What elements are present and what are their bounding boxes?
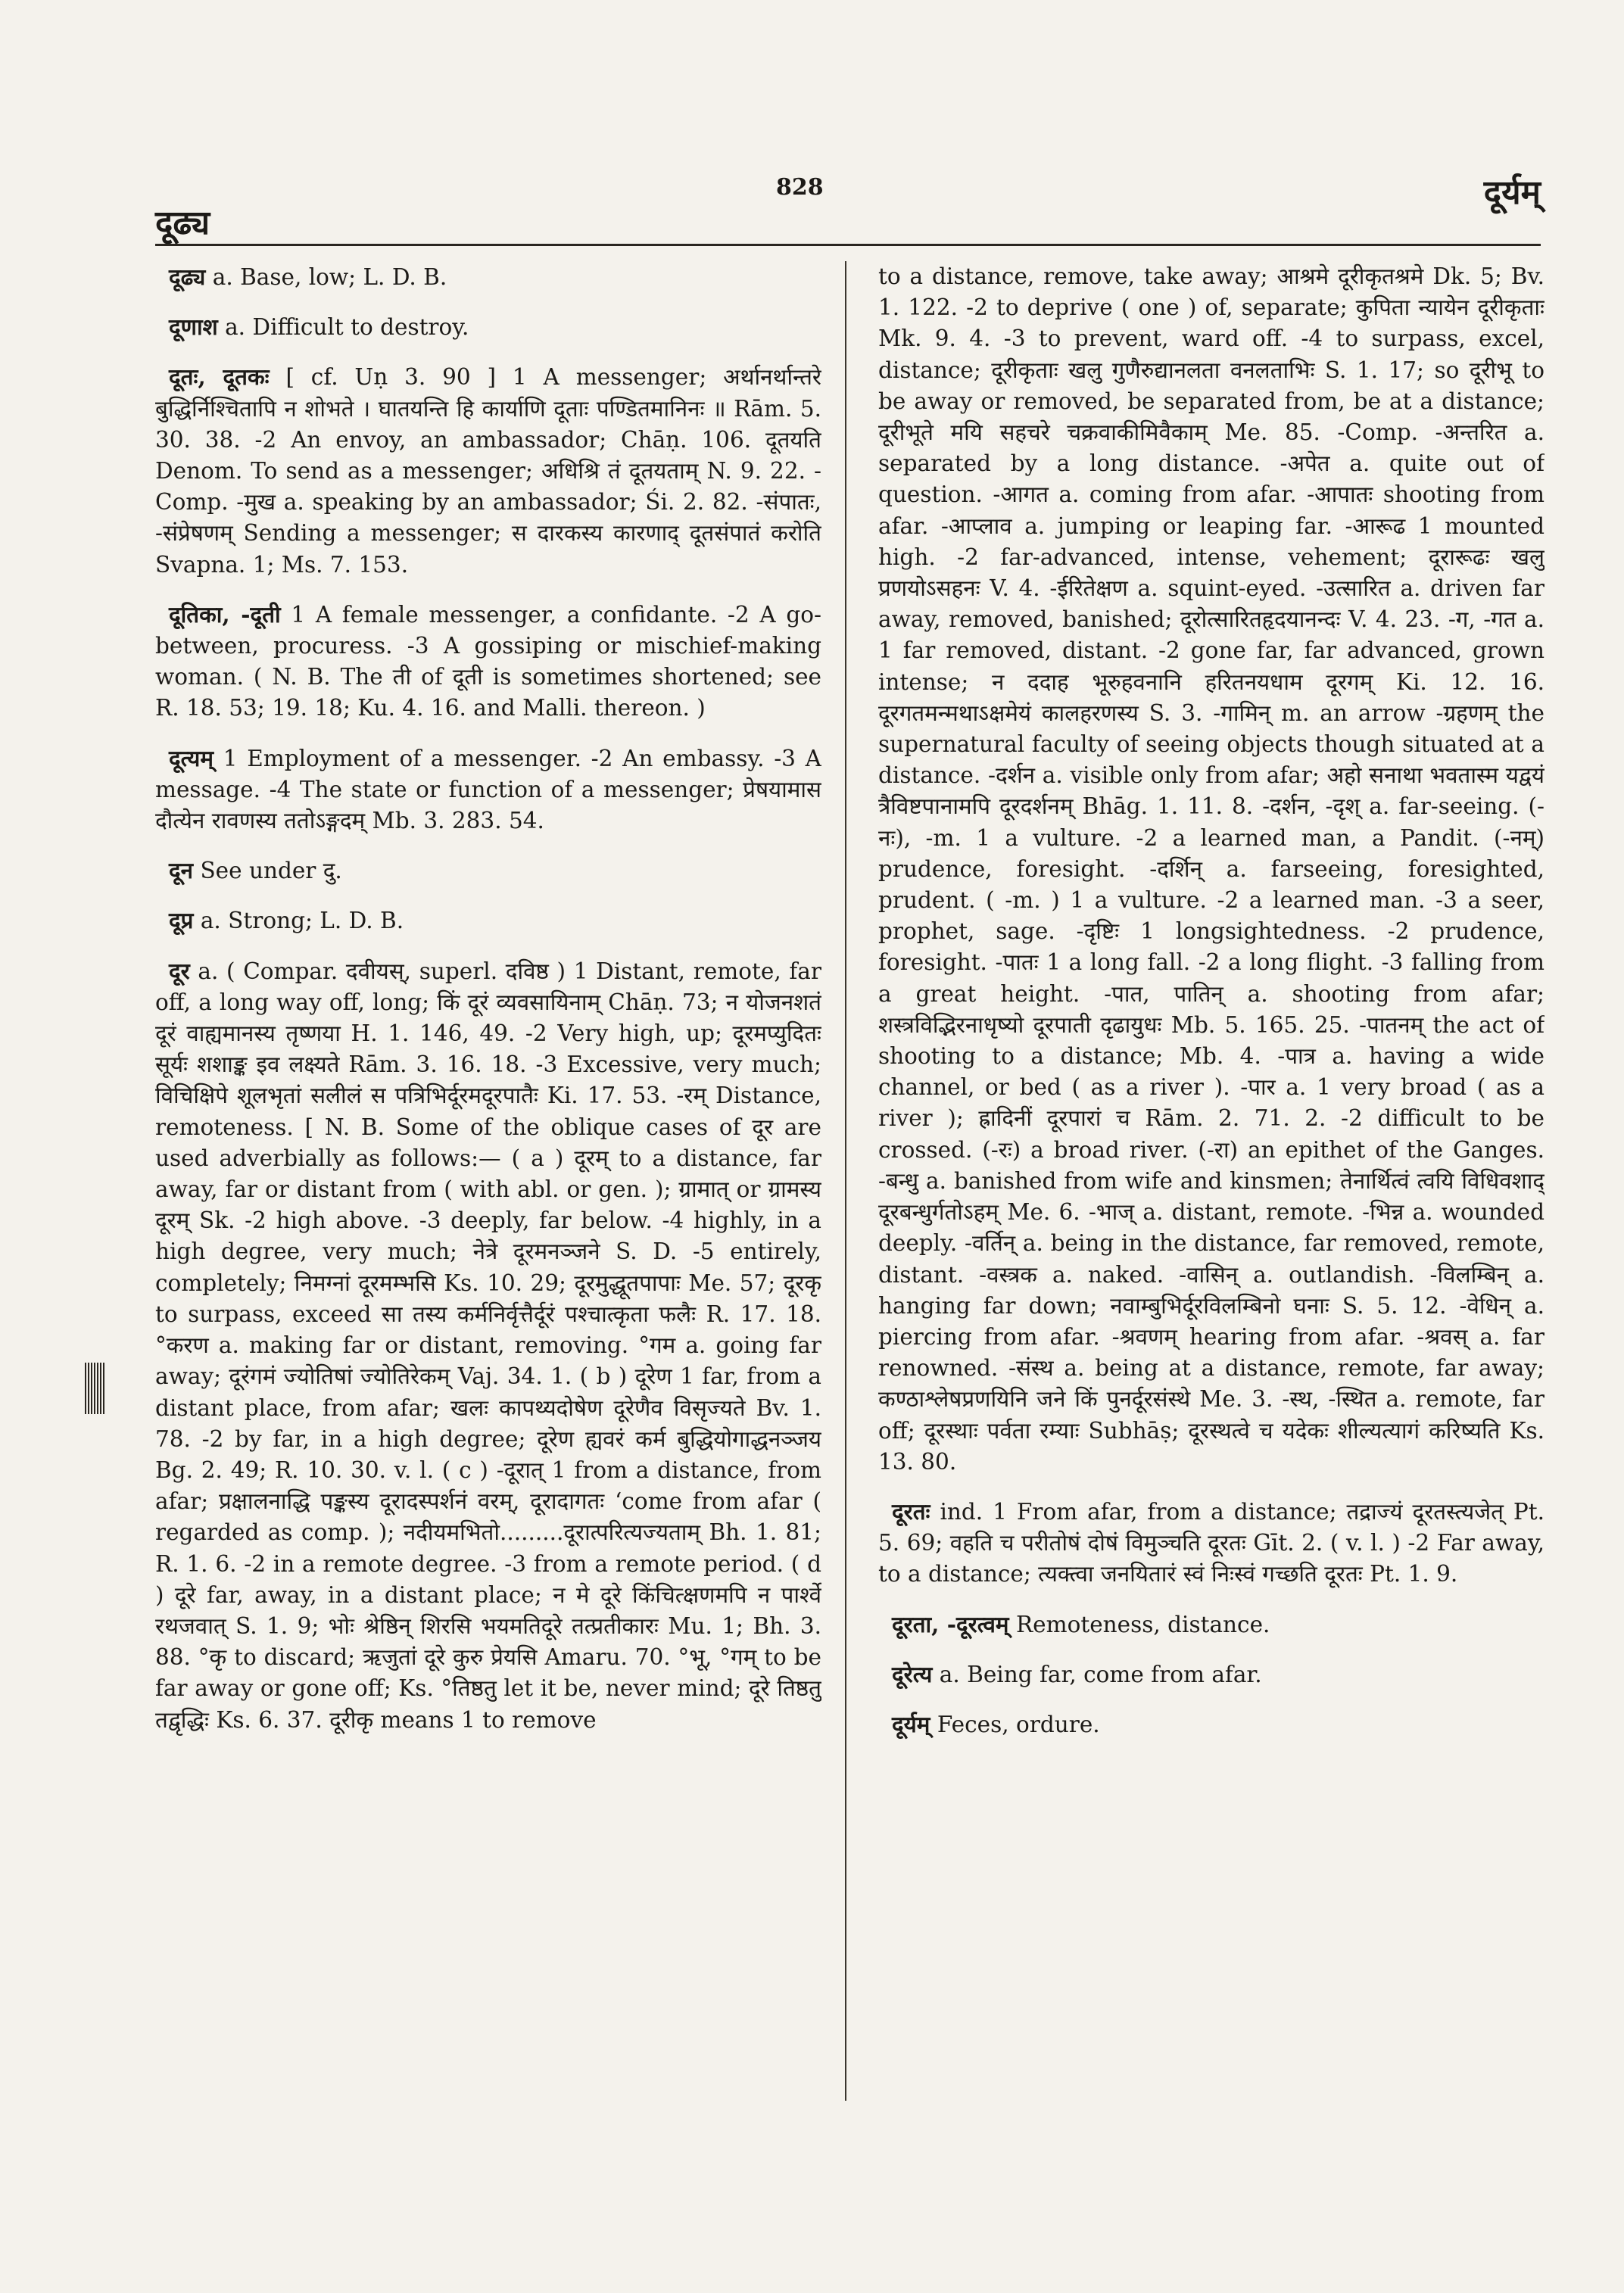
- dictionary-entry: [155, 261, 821, 293]
- entry-text: ind. 1 From afar, from a distance; तद्राज्यं दूरतस्त्यजेत् Pt. 5. 69; वहति च परीतोषं दोषं विमुञ्चति दूरतः Gīt. 2. ( v. l. ) -2 Far away, to a distance; त्यक्त्वा जनयितारं स्वं निःस्वं गच्छति दूरतः Pt. 1. 9.: [878, 1498, 1545, 1587]
- entry-text: Remoteness, distance.: [1015, 1611, 1270, 1637]
- left-column: [155, 261, 821, 2237]
- entry-headword: दूणाश: [169, 313, 218, 341]
- entry-text: a. Base, low; L. D. B.: [212, 264, 447, 290]
- dictionary-entry: [878, 1709, 1545, 1740]
- dictionary-entry: [878, 1496, 1545, 1590]
- dictionary-entry: [155, 855, 821, 886]
- entry-headword: दूतः, दूतकः: [169, 363, 270, 391]
- header-rule: [155, 244, 1541, 246]
- entry-headword: दून: [169, 857, 194, 884]
- dictionary-entry: [155, 599, 821, 724]
- entry-headword: दूरता, -दूरत्वम्: [892, 1610, 1009, 1637]
- column-divider: [845, 261, 846, 2101]
- page-number: 828: [776, 174, 824, 201]
- entry-headword: दूर्यम्: [892, 1710, 930, 1737]
- dictionary-entry: [155, 905, 821, 936]
- dictionary-entry: [155, 955, 821, 1736]
- right-column: [878, 261, 1545, 2237]
- dictionary-entry: [155, 743, 821, 837]
- entry-text: to a distance, remove, take away; आश्रमे दूरीकृतश्रमे Dk. 5; Bv. 1. 122. -2 to deprive ( one ) of, separate; कुपिता न्यायेन दूरीकृताः Mk. 9. 4. -3 to prevent, ward off. -4 to surpass, excel, distance; दूरीकृताः खलु गुणैरुद्यानलता वनलताभिः S. 1. 17; so दूरीभू to be away or removed, be separated from, be at a distance; दूरीभूते मयि सहचरे चक्रवाकीमिवैकाम् Me. 85. -Comp. -अन्तरित a. separated by a long distance. -अपेत a. quite out of question. -आगत a. coming from afar. -आपातः shooting from afar. -आप्लाव a. jumping or leaping far. -आरूढ 1 mounted high. -2 far-advanced, intense, vehement; दूरारूढः खलु प्रणयोऽसहनः V. 4. -ईरितेक्षण a. squint-eyed. -उत्सारित a. driven far away, removed, banished; दूरोत्सारितहृदयानन्दः V. 4. 23. -ग, -गत a. 1 far removed, distant. -2 gone far, far advanced, grown intense; न ददाह भूरुहवनानि हरितनयधाम दूरगम् Ki. 12. 16. दूरगतमन्मथाऽक्षमेयं कालहरणस्य S. 3. -गामिन् m. an arrow -ग्रहणम् the supernatural faculty of seeing objects though situated at a distance. -दर्शन a. visible only from afar; अहो सनाथा भवतास्म यद्वयं त्रैविष्टपानामपि दूरदर्शनम् Bhāg. 1. 11. 8. -दर्शन, -दृश् a. far-seeing. (-नः), -m. 1 a vulture. -2 a learned man, a Pandit. (-नम्) prudence, foresight. -दर्शिन् a. farseeing, foresighted, prudent. ( -m. ) 1 a vulture. -2 a learned man. -3 a seer, prophet, sage. -दृष्टिः 1 longsightedness. -2 prudence, foresight. -पातः 1 a long fall. -2 a long flight. -3 falling from a great height. -पात, पातिन् a. shooting from afar; शस्त्रविद्भिरनाधृष्यो दूरपाती दृढायुधः Mb. 5. 165. 25. -पातनम् the act of shooting to a distance; Mb. 4. -पात्र a. having a wide channel, or bed ( as a river ). -पार a. 1 very broad ( as a river ); ह्रादिनीं दूरपारां च Rām. 2. 71. 2. -2 difficult to be crossed. (-रः) a broad river. (-रा) an epithet of the Ganges. -बन्धु a. banished from wife and kinsmen; तेनार्थित्वं त्वयि विधिवशाद् दूरबन्धुर्गतोऽहम् Me. 6. -भाज् a. distant, remote. -भिन्न a. wounded deeply. -वर्तिन् a. being in the distance, far removed, remote, distant. -वस्त्रक a. naked. -वासिन् a. outlandish. -विलम्बिन् a. hanging far down; नवाम्बुभिर्दूरविलम्बिनो घनाः S. 5. 12. -वेधिन् a. piercing from afar. -श्रवणम् hearing from afar. -श्रवस् a. far renowned. -संस्थ a. being at a distance, remote, far away; कण्ठाश्लेषप्रणयिनि जने किं पुनर्दूरसंस्थे Me. 3. -स्थ, -स्थित a. remote, far off; दूरस्थाः पर्वता रम्याः Subhāṣ; दूरस्थत्वे च यदेकः शील्यत्यागं करिष्यति Ks. 13. 80.: [878, 263, 1545, 1475]
- margin-mark: [85, 1363, 106, 1414]
- entry-headword: दूर: [169, 957, 190, 984]
- entry-text: a. Difficult to destroy.: [225, 314, 469, 341]
- dictionary-entry: [878, 1609, 1545, 1640]
- dictionary-entry: [155, 311, 821, 343]
- page-header: [155, 151, 1541, 242]
- entry-headword: दूप्र: [169, 907, 194, 934]
- entry-headword: दूरतः: [892, 1497, 930, 1525]
- entry-text: 1 A female messenger, a confidante. -2 A go-between, procuress. -3 A gossiping or mischief-making woman. ( N. B. The ती of दूती is sometimes shortened; see R. 18. 53; 19. 18; Ku. 4. 16. and Malli. thereon. ): [155, 601, 821, 721]
- entry-text: 1 Employment of a messenger. -2 An embassy. -3 A message. -4 The state or function of a messenger; प्रेषयामास दौत्येन रावणस्य ततोऽङ्गदम् Mb. 3. 283. 54.: [155, 745, 821, 834]
- entry-headword: दूरेत्य: [892, 1660, 933, 1687]
- dictionary-entry-continued: [878, 261, 1545, 1478]
- right-running-headword: दूर्यम्: [1483, 173, 1541, 212]
- entry-text: a. Being far, come from afar.: [939, 1661, 1262, 1687]
- entry-text: [ cf. Uṇ 3. 90 ] 1 A messenger; अर्थानर्थान्तरे बुद्धिर्निश्चितापि न शोभते । घातयन्ति हि कार्याणि दूताः पण्डितमानिनः ॥ Rām. 5. 30. 38. -2 An envoy, an ambassador; Chāṇ. 106. दूतयति Denom. To send as a messenger; अधिश्रि तं दूतयताम् N. 9. 22. -Comp. -मुख a. speaking by an ambassador; Śi. 2. 82. -संपातः, -संप्रेषणम् Sending a messenger; स दारकस्य कारणाद् दूतसंपातं करोति Svapna. 1; Ms. 7. 153.: [155, 364, 821, 578]
- dictionary-entry: [878, 1659, 1545, 1690]
- entry-headword: दूतिका, -दूती: [169, 600, 281, 628]
- left-running-headword: दूढ्य: [155, 204, 210, 242]
- entry-text: See under दु.: [200, 858, 342, 884]
- dictionary-entry: [155, 361, 821, 580]
- entry-text: a. ( Compar. दवीयस्, superl. दविष्ठ ) 1 Distant, remote, far off, a long way off, long; किं दूरं व्यवसायिनाम् Chāṇ. 73; न योजनशतं दूरं वाह्यमानस्य तृष्णया H. 1. 146, 49. -2 Very high, up; दूरमप्युदितः सूर्यः शशाङ्क इव लक्ष्यते Rām. 3. 16. 18. -3 Excessive, very much; विचिक्षिपे शूलभृतां सलीलं स पत्रिभिर्दूरमदूरपातैः Ki. 17. 53. -रम् Distance, remoteness. [ N. B. Some of the oblique cases of दूर are used adverbially as follows:— ( a ) दूरम् to a distance, far away, far or distant from ( with abl. or gen. ); ग्रामात् or ग्रामस्य दूरम् Sk. -2 high above. -3 deeply, far below. -4 highly, in a high degree, very much; नेत्रे दूरमनञ्जने S. D. -5 entirely, completely; निमग्नां दूरमम्भसि Ks. 10. 29; दूरमुद्धूतपापाः Me. 57; दूरकृ to surpass, exceed सा तस्य कर्मनिर्वृत्तैर्दूरं पश्चात्कृता फलैः R. 17. 18. °करण a. making far or distant, removing. °गम a. going far away; दूरंगमं ज्योतिषां ज्योतिरेकम् Vaj. 34. 1. ( b ) दूरेण 1 far, from a distant place, from afar; खलः कापथ्यदोषेण दूरेणैव विसृज्यते Bv. 1. 78. -2 by far, in a high degree; दूरेण ह्यवरं कर्म बुद्धियोगाद्धनञ्जय Bg. 2. 49; R. 10. 30. v. l. ( c ) -दूरात् 1 from a distance, from afar; प्रक्षालनाद्धि पङ्कस्य दूरादस्पर्शनं वरम्, दूरादागतः ‘come from afar ( regarded as comp. ); नदीयमभितो.........दूरात्परित्यज्यताम् Bh. 1. 81; R. 1. 6. -2 in a remote degree. -3 from a remote period. ( d ) दूरे far, away, in a distant place; न मे दूरे किंचित्क्षणमपि न पार्श्वे रथजवात् S. 1. 9; भोः श्रेष्ठिन् शिरसि भयमतिदूरे तत्प्रतीकारः Mu. 1; Bh. 3. 88. °कृ to discard; ऋजुतां दूरे कुरु प्रेयसि Amaru. 70. °भू, °गम् to be far away or gone off; Ks. °तिष्ठतु let it be, never mind; दूरे तिष्ठतु तद्वृद्धिः Ks. 6. 37. दूरीकृ means 1 to remove: [155, 958, 821, 1733]
- entry-text: a. Strong; L. D. B.: [200, 908, 404, 934]
- entry-headword: दूत्यम्: [169, 744, 214, 771]
- entry-headword: दूढ्य: [169, 263, 206, 290]
- entry-text: Feces, ordure.: [937, 1711, 1100, 1737]
